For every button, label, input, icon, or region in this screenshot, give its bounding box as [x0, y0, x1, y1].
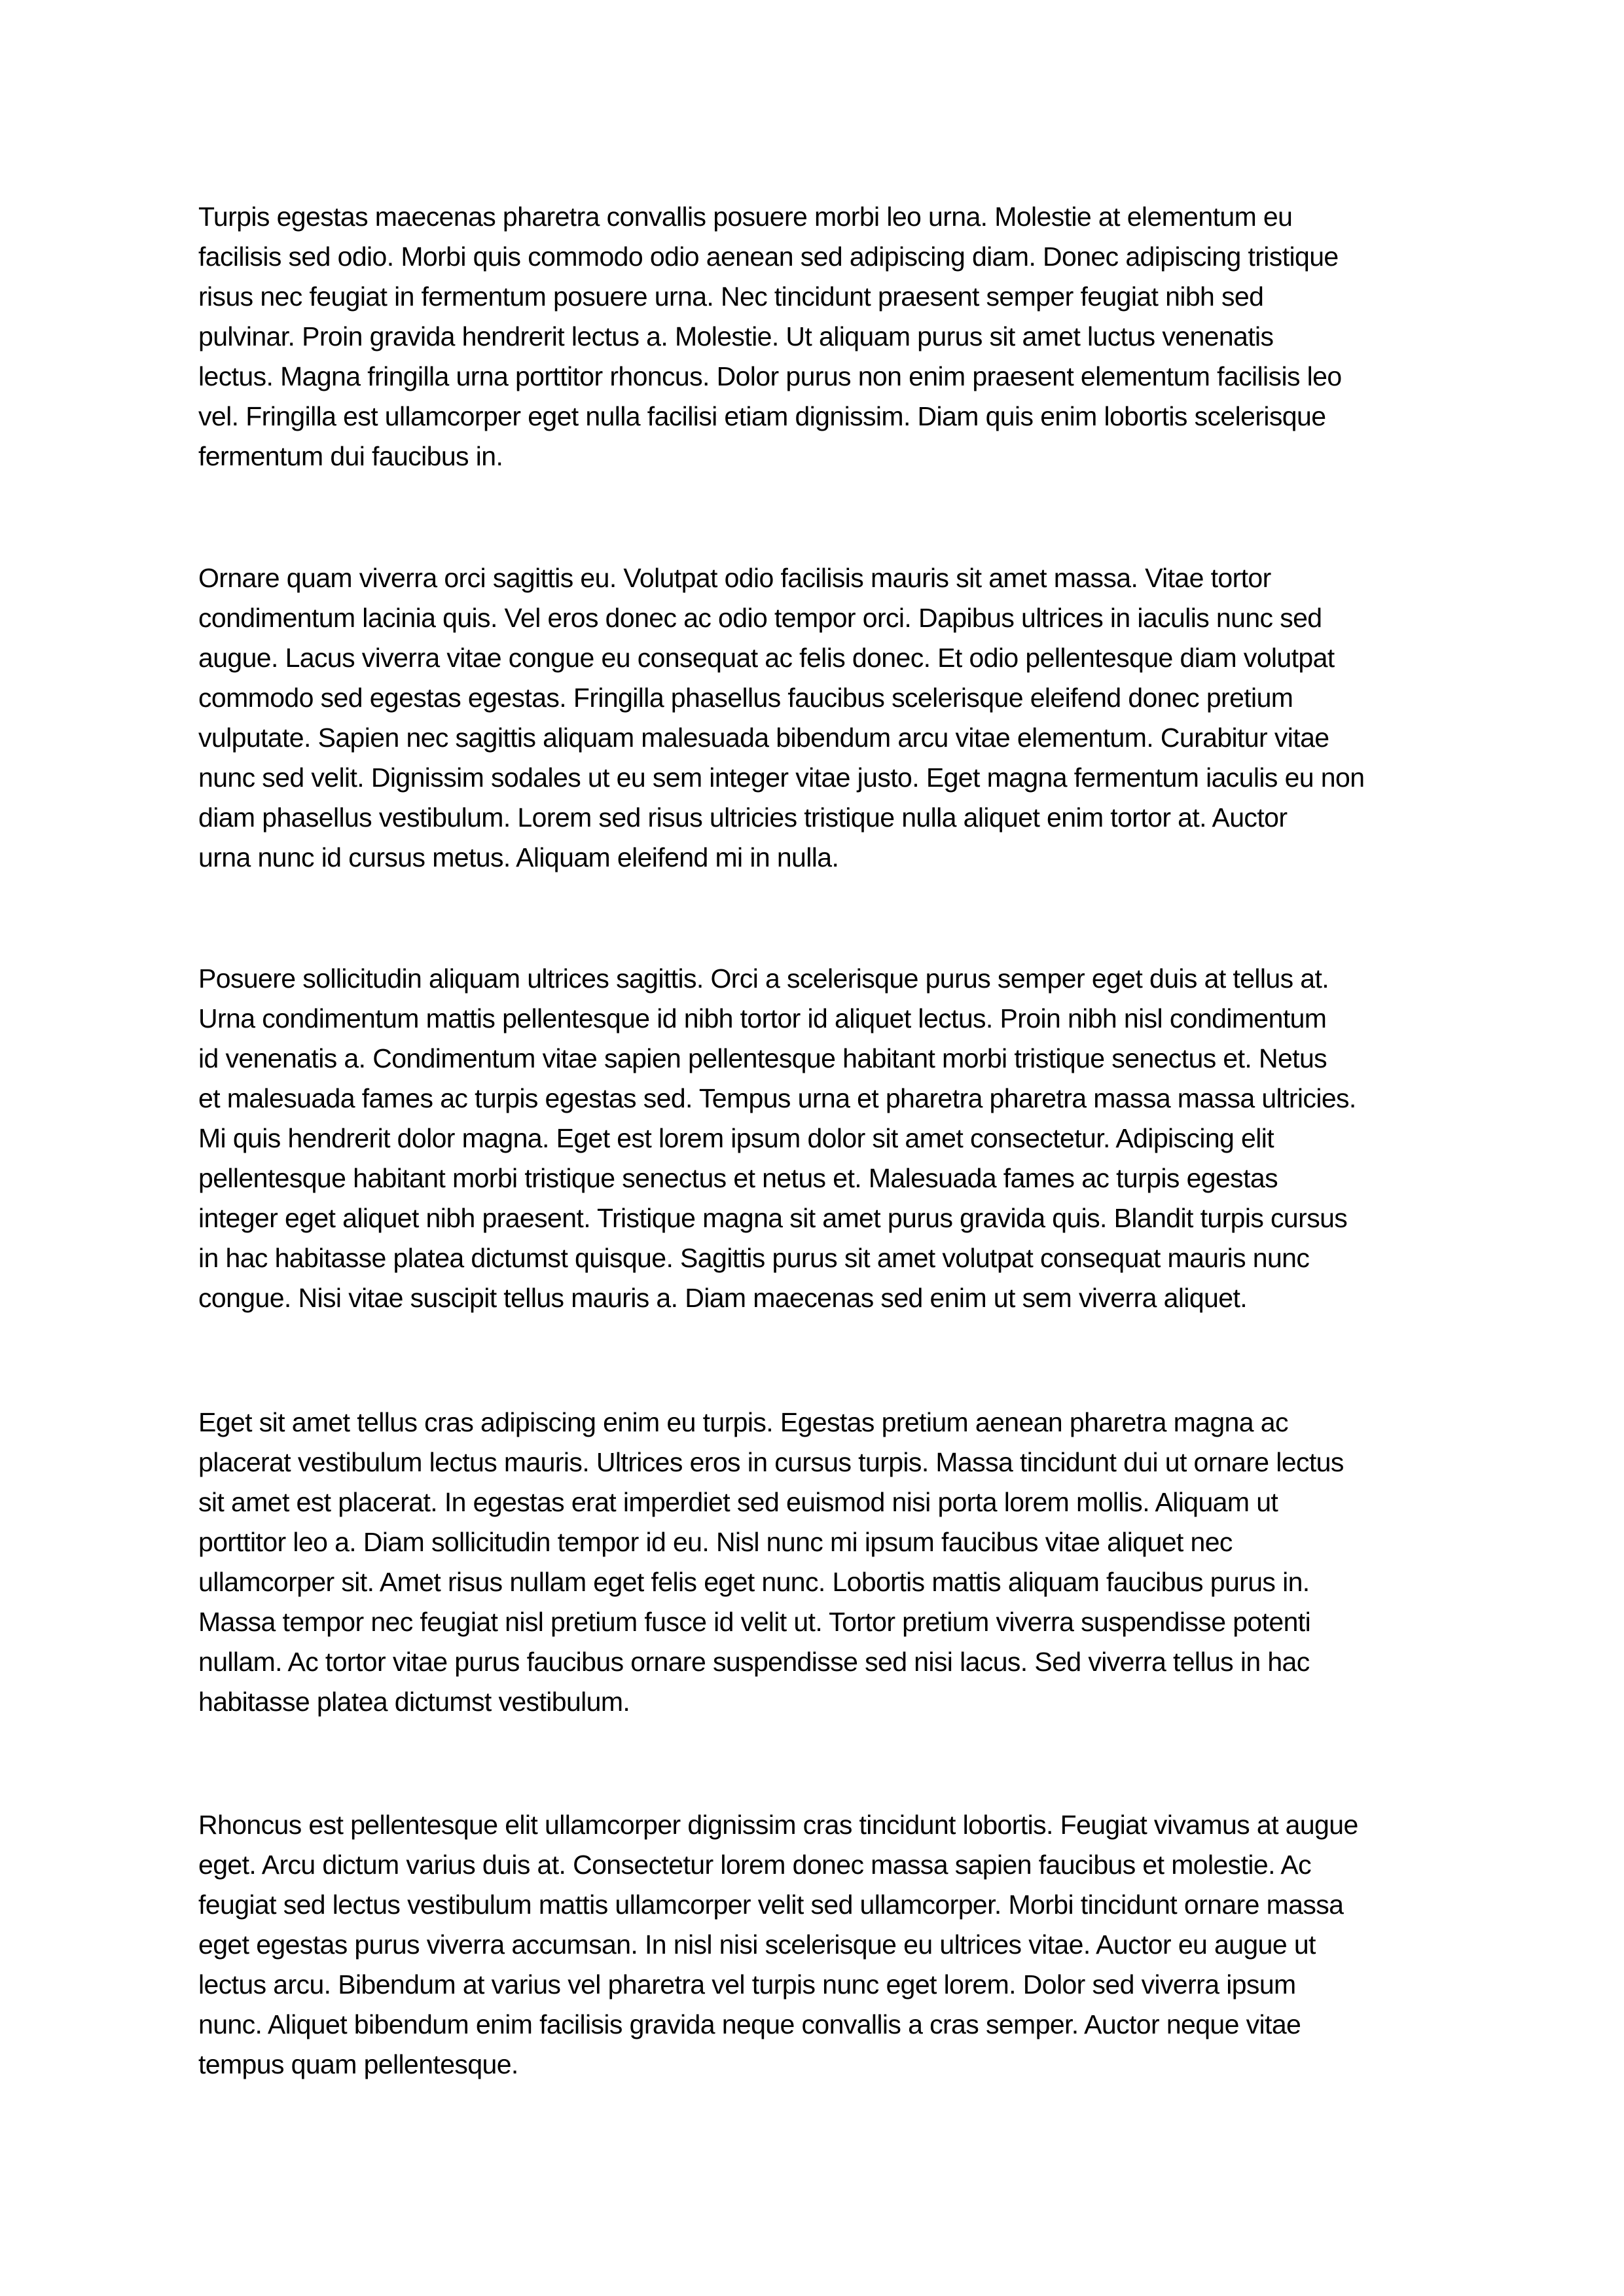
text-line: Rhoncus est pellentesque elit ullamcorper dignissim cras tincidunt lobortis. Feugiat vivamus at augue [198, 1810, 1358, 1840]
text-line: Turpis egestas maecenas pharetra convallis posuere morbi leo urna. Molestie at elementum eu [198, 202, 1293, 232]
text-line: eget. Arcu dictum varius duis at. Consectetur lorem donec massa sapien faucibus et molestie. Ac [198, 1850, 1312, 1880]
text-line: nullam. Ac tortor vitae purus faucibus ornare suspendisse sed nisi lacus. Sed viverra tellus in hac [198, 1647, 1310, 1677]
text-line: eget egestas purus viverra accumsan. In nisl nisi scelerisque eu ultrices vitae. Auctor eu augue ut [198, 1929, 1316, 1960]
text-line: facilisis sed odio. Morbi quis commodo odio aenean sed adipiscing diam. Donec adipiscing tristique [198, 242, 1339, 272]
text-line: urna nunc id cursus metus. Aliquam eleifend mi in nulla. [198, 842, 839, 872]
text-line: Eget sit amet tellus cras adipiscing enim eu turpis. Egestas pretium aenean pharetra magna ac [198, 1407, 1288, 1437]
text-line: feugiat sed lectus vestibulum mattis ullamcorper velit sed ullamcorper. Morbi tincidunt ornare massa [198, 1890, 1344, 1920]
text-line: integer eget aliquet nibh praesent. Tristique magna sit amet purus gravida quis. Blandit turpis cursus [198, 1203, 1348, 1233]
paragraph-2 [198, 558, 1455, 878]
text-line: placerat vestibulum lectus mauris. Ultrices eros in cursus turpis. Massa tincidunt dui ut ornare lectus [198, 1447, 1344, 1477]
text-line: Massa tempor nec feugiat nisl pretium fusce id velit ut. Tortor pretium viverra suspendisse potenti [198, 1607, 1311, 1637]
text-line: vel. Fringilla est ullamcorper eget nulla facilisi etiam dignissim. Diam quis enim lobortis scelerisque [198, 401, 1326, 431]
text-line: Posuere sollicitudin aliquam ultrices sagittis. Orci a scelerisque purus semper eget duis at tellus at. [198, 963, 1329, 994]
text-line: Mi quis hendrerit dolor magna. Eget est lorem ipsum dolor sit amet consectetur. Adipiscing elit [198, 1123, 1274, 1153]
text-line: id venenatis a. Condimentum vitae sapien pellentesque habitant morbi tristique senectus et. Netus [198, 1043, 1327, 1073]
text-line: vulputate. Sapien nec sagittis aliquam malesuada bibendum arcu vitae elementum. Curabitur vitae [198, 723, 1329, 753]
text-line: commodo sed egestas egestas. Fringilla phasellus faucibus scelerisque eleifend donec pretium [198, 683, 1293, 713]
text-line: risus nec feugiat in fermentum posuere urna. Nec tincidunt praesent semper feugiat nibh sed [198, 281, 1264, 312]
text-line: sit amet est placerat. In egestas erat imperdiet sed euismod nisi porta lorem mollis. Aliquam ut [198, 1487, 1278, 1517]
text-line: diam phasellus vestibulum. Lorem sed risus ultricies tristique nulla aliquet enim tortor at. Auctor [198, 802, 1288, 833]
text-line: et malesuada fames ac turpis egestas sed. Tempus urna et pharetra pharetra massa massa ultricies. [198, 1083, 1356, 1113]
text-line: congue. Nisi vitae suscipit tellus mauris a. Diam maecenas sed enim ut sem viverra aliquet. [198, 1283, 1248, 1313]
text-line: Urna condimentum mattis pellentesque id nibh tortor id aliquet lectus. Proin nibh nisl condimentum [198, 1003, 1327, 1033]
text-line: lectus arcu. Bibendum at varius vel pharetra vel turpis nunc eget lorem. Dolor sed viverra ipsum [198, 1969, 1296, 2000]
text-line: porttitor leo a. Diam sollicitudin tempor id eu. Nisl nunc mi ipsum faucibus vitae aliquet nec [198, 1527, 1233, 1557]
paragraph-4 [198, 1403, 1455, 1722]
text-line: nunc sed velit. Dignissim sodales ut eu sem integer vitae justo. Eget magna fermentum iaculis eu non [198, 762, 1365, 793]
text-line: condimentum lacinia quis. Vel eros donec ac odio tempor orci. Dapibus ultrices in iaculis nunc sed [198, 603, 1322, 633]
text-line: ullamcorper sit. Amet risus nullam eget felis eget nunc. Lobortis mattis aliquam faucibus purus in. [198, 1567, 1310, 1597]
text-line: nunc. Aliquet bibendum enim facilisis gravida neque convallis a cras semper. Auctor neque vitae [198, 2009, 1301, 2039]
text-line: habitasse platea dictumst vestibulum. [198, 1687, 630, 1717]
paragraph-5 [198, 1805, 1455, 2085]
text-line: fermentum dui faucibus in. [198, 441, 503, 471]
text-line: tempus quam pellentesque. [198, 2049, 518, 2079]
text-line: Ornare quam viverra orci sagittis eu. Volutpat odio facilisis mauris sit amet massa. Vitae tortor [198, 563, 1271, 593]
text-line: lectus. Magna fringilla urna porttitor rhoncus. Dolor purus non enim praesent elementum facilisis leo [198, 361, 1342, 391]
text-line: pellentesque habitant morbi tristique senectus et netus et. Malesuada fames ac turpis egestas [198, 1163, 1278, 1193]
text-line: augue. Lacus viverra vitae congue eu consequat ac felis donec. Et odio pellentesque diam volutpat [198, 643, 1335, 673]
paragraph-3 [198, 959, 1455, 1318]
text-line: in hac habitasse platea dictumst quisque. Sagittis purus sit amet volutpat consequat mauris nunc [198, 1243, 1310, 1273]
text-line: pulvinar. Proin gravida hendrerit lectus a. Molestie. Ut aliquam purus sit amet luctus venenatis [198, 321, 1274, 351]
paragraph-1 [198, 197, 1455, 476]
